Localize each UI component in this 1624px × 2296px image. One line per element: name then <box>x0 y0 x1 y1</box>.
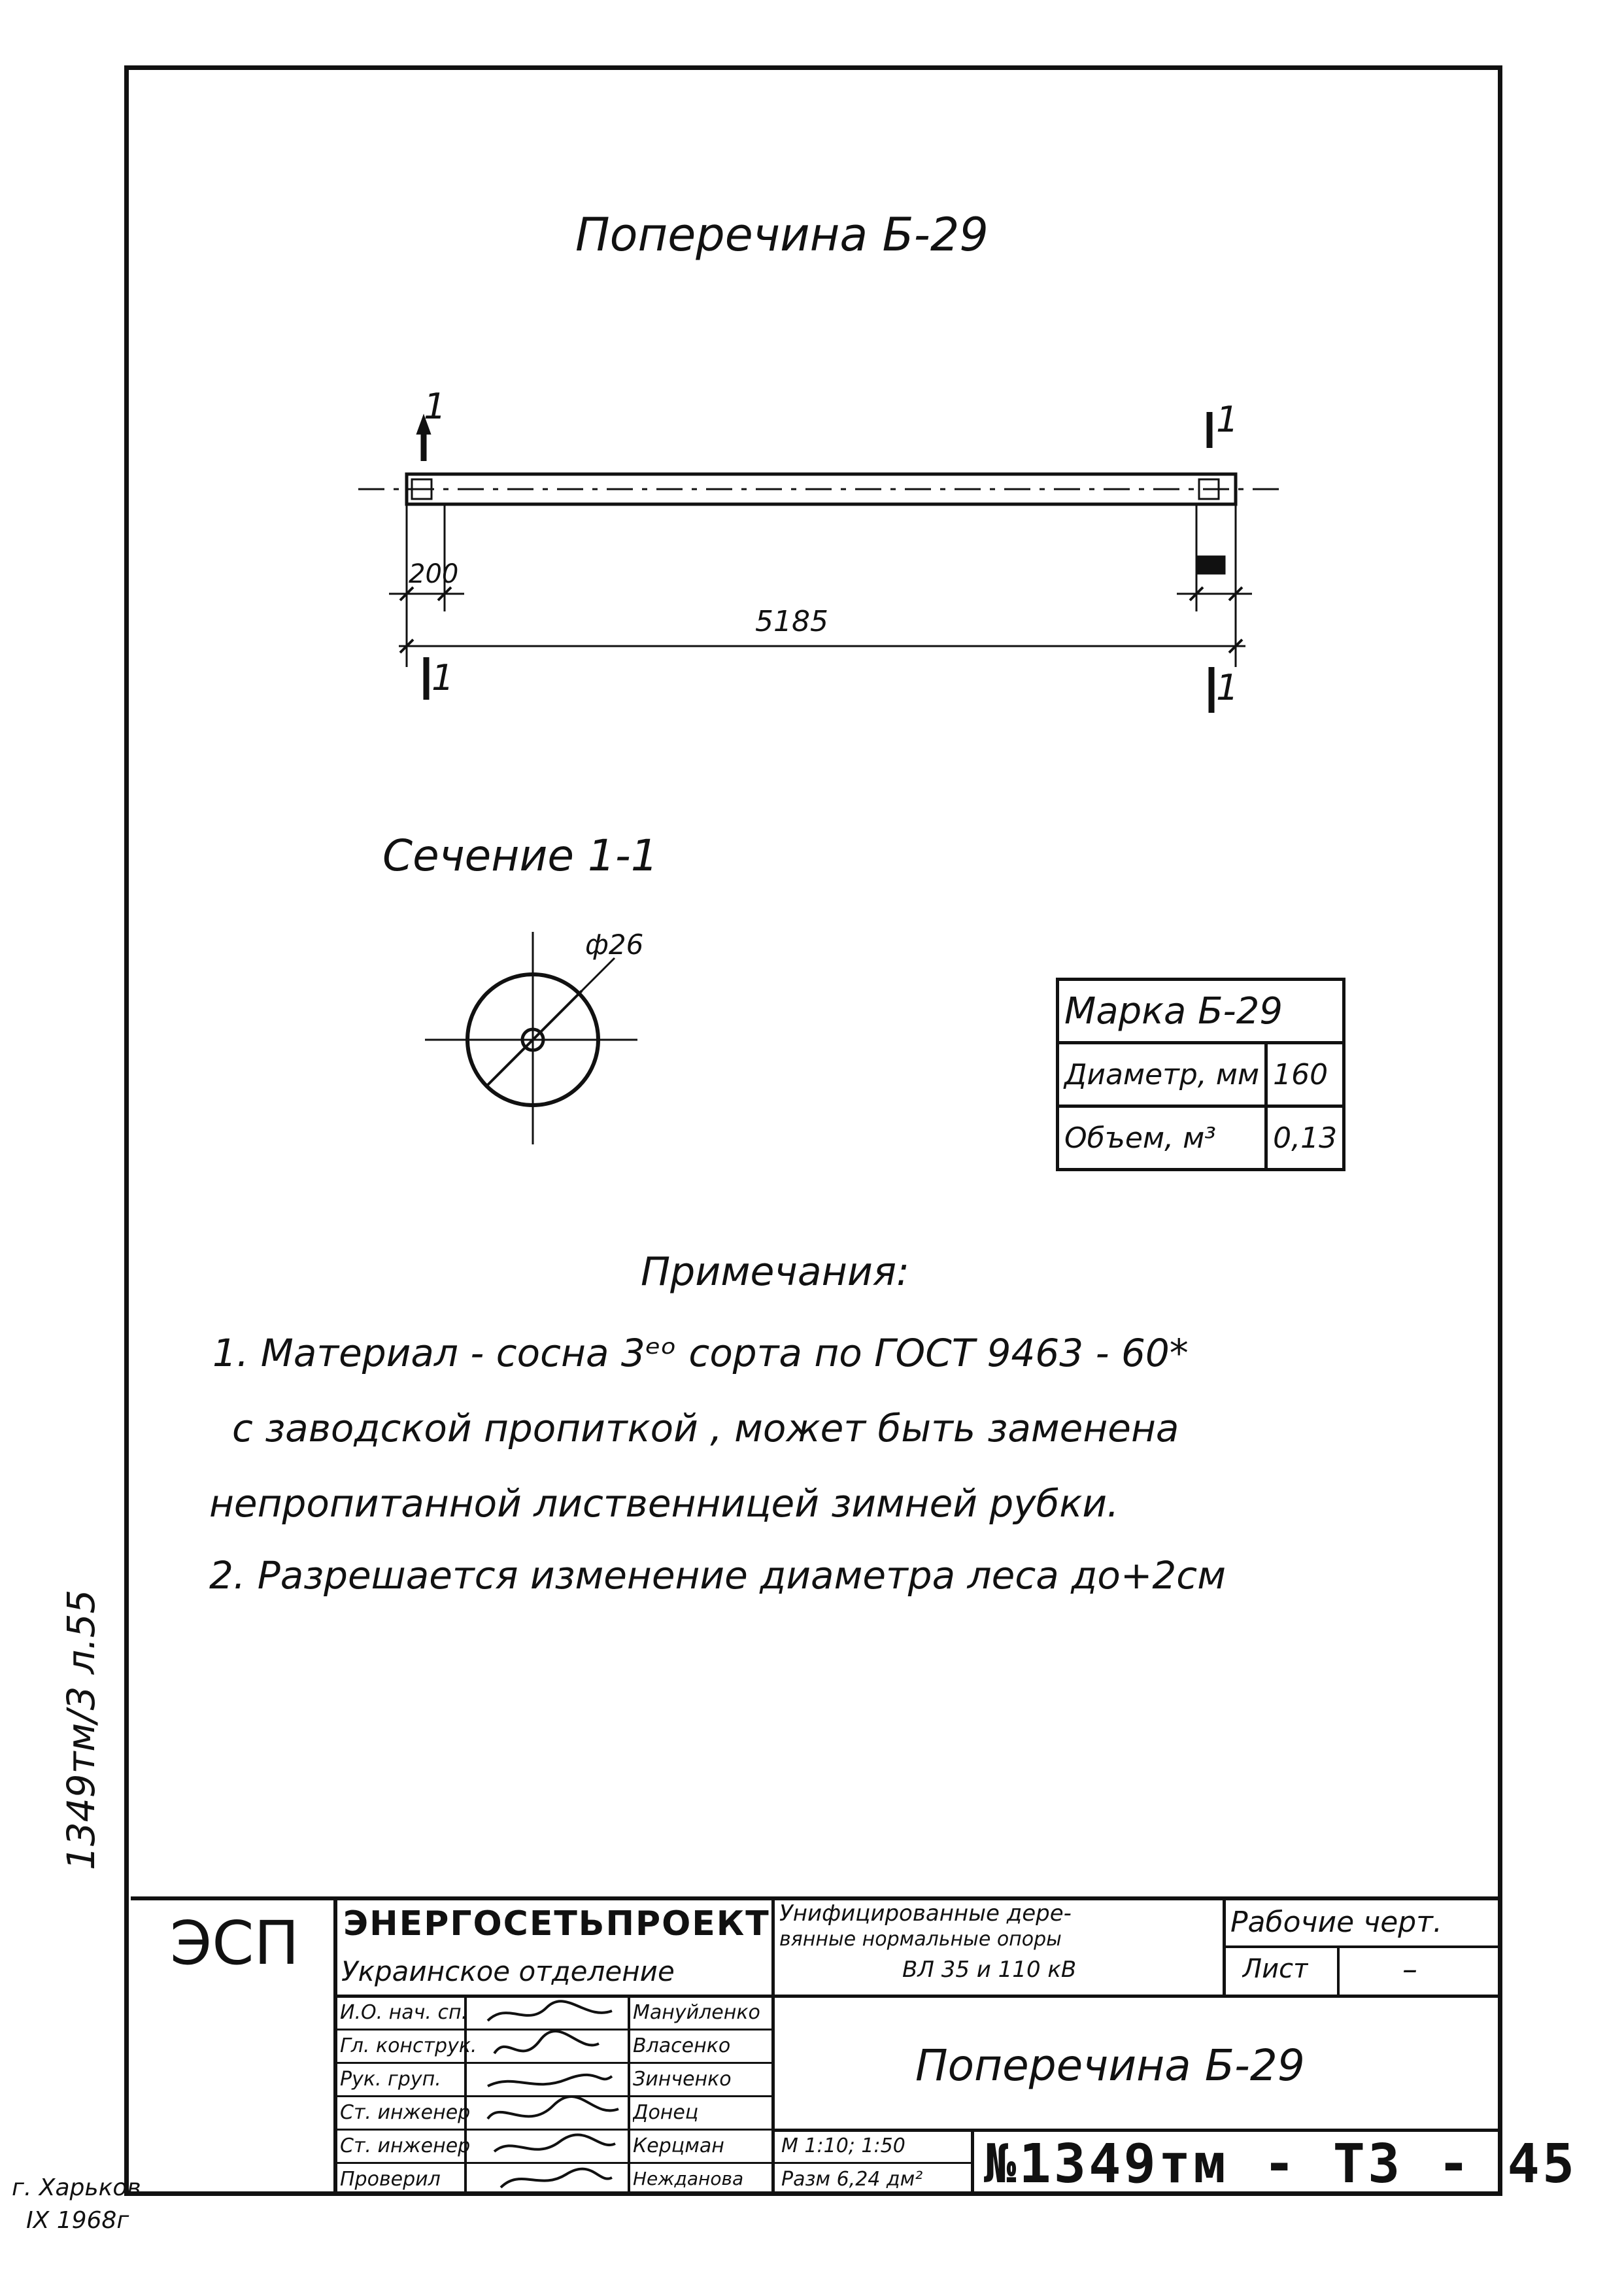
spec-row-volume <box>1058 1106 1344 1170</box>
person-name: Донец <box>633 2101 699 2124</box>
section-diameter-line <box>487 991 582 1086</box>
person-name: Зинченко <box>633 2068 732 2091</box>
size-label: Разм 6,24 дм² <box>781 2168 923 2191</box>
notes-title: Примечания: <box>641 1249 910 1295</box>
signature-mark <box>494 2031 599 2053</box>
project-name-line: ВЛ 35 и 110 кВ <box>902 1957 1077 1983</box>
project-name-line: Унифицированные дере- <box>779 1900 1072 1927</box>
beam-end-right-mark <box>1198 557 1224 573</box>
role-label: Ст. инженер <box>340 2134 471 2157</box>
person-name: Нежданова <box>633 2168 744 2189</box>
note-line: с заводской пропиткой , может быть заменена <box>232 1406 1179 1450</box>
logo: ЭСП <box>170 1908 299 1978</box>
spec-value: 160 <box>1266 1043 1344 1106</box>
sheet-value: – <box>1402 1951 1417 1987</box>
org-name: ЭНЕРГОСЕТЬПРОЕКТ <box>343 1904 770 1944</box>
date-label: IX 1968г <box>26 2207 129 2234</box>
spec-label: Диаметр, мм <box>1058 1043 1266 1106</box>
role-label: Гл. конструк. <box>340 2034 477 2057</box>
role-label: Проверил <box>340 2168 441 2191</box>
person-name: Керцман <box>633 2134 724 2157</box>
city-label: г. Харьков <box>12 2174 141 2201</box>
title-block <box>131 1896 1578 2196</box>
spec-table <box>1056 978 1345 1171</box>
person-name: Власенко <box>633 2034 731 2057</box>
note-line: 2. Разрешается изменение диаметра леса до+2см <box>209 1553 1226 1598</box>
spec-row-diameter <box>1058 1043 1344 1106</box>
section-title: Сечение 1-1 <box>382 831 658 881</box>
cut-mark-top-left: 1 <box>424 386 447 427</box>
signatures <box>468 1995 628 2196</box>
sheet-label: Лист <box>1242 1954 1309 1984</box>
role-label: Рук. груп. <box>340 2068 441 2091</box>
signature-mark <box>494 2134 615 2151</box>
org-branch: Украинское отделение <box>341 1955 675 1987</box>
role-label: Ст. инженер <box>340 2101 471 2124</box>
dim-end-label: 200 <box>409 559 459 589</box>
note-line: 1. Материал - сосна 3ᵉᵒ сорта по ГОСТ 9463 - 60* <box>212 1331 1189 1375</box>
document-number: №1349тм - ТЗ - 45 <box>984 2133 1578 2195</box>
drawing-title-block: Поперечина Б-29 <box>915 2040 1305 2091</box>
stage-label: Рабочие черт. <box>1230 1906 1442 1939</box>
person-name: Мануйленко <box>633 2001 760 2024</box>
side-archive-code: 1349тм/3 л.55 <box>59 1589 103 1870</box>
signature-mark <box>488 2097 618 2119</box>
cut-mark-bottom-right: 1 <box>1216 667 1239 708</box>
project-name-line: вянные нормальные опоры <box>779 1928 1062 1951</box>
section-leader <box>582 958 615 991</box>
role-label: И.О. нач. сп. <box>340 2001 468 2024</box>
spec-label: Объем, м³ <box>1058 1106 1266 1170</box>
signature-mark <box>501 2169 612 2187</box>
note-line: непропитанной лиственницей зимней рубки. <box>209 1481 1119 1526</box>
signature-mark <box>488 2075 612 2086</box>
cut-mark-bottom-left: 1 <box>431 657 454 698</box>
dim-hole-label: ф26 <box>585 929 644 961</box>
dim-length-label: 5185 <box>755 605 828 638</box>
signature-mark <box>488 2001 612 2021</box>
spec-value: 0,13 <box>1266 1106 1344 1170</box>
drawing-title: Поперечина Б-29 <box>575 208 989 262</box>
cut-mark-top-right: 1 <box>1216 399 1239 440</box>
spec-table-header: Марка Б-29 <box>1058 980 1344 1043</box>
scale-label: М 1:10; 1:50 <box>781 2134 905 2157</box>
